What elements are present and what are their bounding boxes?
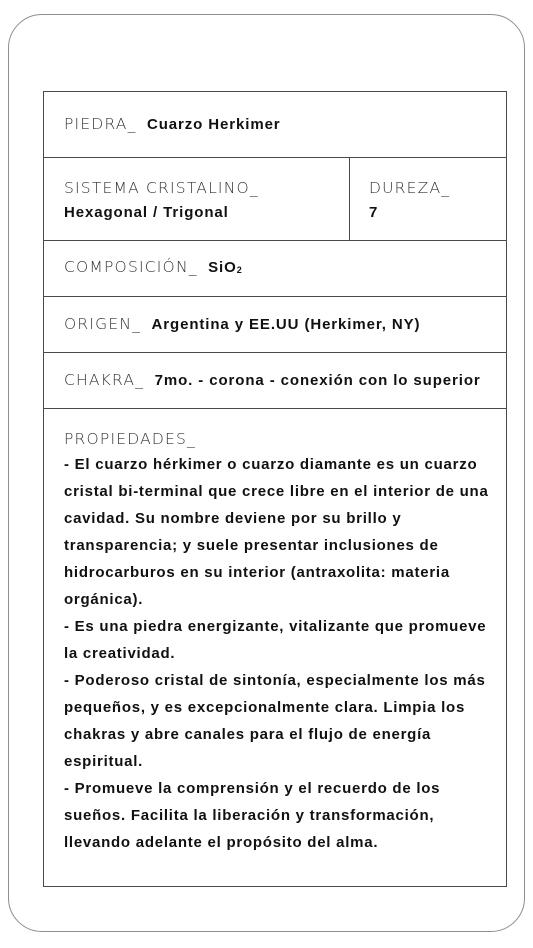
propiedades-paragraph: - Promueve la comprensión y el recuerdo de los sueños. Facilita la liberación y transformación, llevando adelante el propósito del alma. [64, 780, 441, 851]
propiedades-text [64, 451, 494, 856]
row-chakra [44, 352, 506, 409]
origen-value: Argentina y EE.UU (Herkimer, NY) [151, 316, 421, 333]
row-piedra [44, 92, 506, 158]
composicion-line [64, 258, 242, 277]
sistema-value: Hexagonal / Trigonal [64, 204, 229, 221]
composicion-subscript: 2 [236, 265, 242, 275]
stone-card [8, 14, 525, 932]
origen-label: ORIGEN_ [64, 315, 142, 333]
propiedades-paragraph: - Poderoso cristal de sintonía, especialmente los más pequeños, y es excepcionalmente clara. Limpia los chakras y abre canales para el flujo de energía espiritual. [64, 672, 486, 770]
dureza-label: DUREZA_ [369, 179, 451, 197]
piedra-line [64, 115, 281, 134]
sistema-label: SISTEMA CRISTALINO_ [64, 179, 259, 197]
row-sistema-dureza [44, 157, 506, 241]
row-origen [44, 296, 506, 353]
propiedades-paragraph: - El cuarzo hérkimer o cuarzo diamante es un cuarzo cristal bi-terminal que crece libre en el interior de una cavidad. Su nombre deviene por su brillo y transparencia; y suele presentar inclusiones de hidrocarburos en su interior (antraxolita: materia orgánica). [64, 456, 489, 608]
chakra-line [64, 371, 481, 390]
origen-line [64, 315, 420, 334]
composicion-formula: SiO [208, 259, 237, 276]
row-propiedades [44, 408, 506, 886]
piedra-value: Cuarzo Herkimer [147, 116, 281, 133]
propiedades-paragraph: - Es una piedra energizante, vitalizante que promueve la creatividad. [64, 618, 487, 662]
composicion-value [208, 259, 242, 276]
dureza-cell [350, 157, 506, 240]
chakra-value: 7mo. - corona - conexión con lo superior [154, 372, 481, 389]
row-composicion [44, 240, 506, 297]
dureza-value: 7 [369, 204, 379, 221]
stone-info-table [43, 91, 507, 887]
chakra-label: CHAKRA_ [64, 371, 145, 389]
propiedades-label: PROPIEDADES_ [64, 430, 197, 448]
composicion-label: COMPOSICIÓN_ [64, 258, 198, 276]
sistema-cell [44, 157, 350, 240]
piedra-label: PIEDRA_ [64, 115, 137, 133]
